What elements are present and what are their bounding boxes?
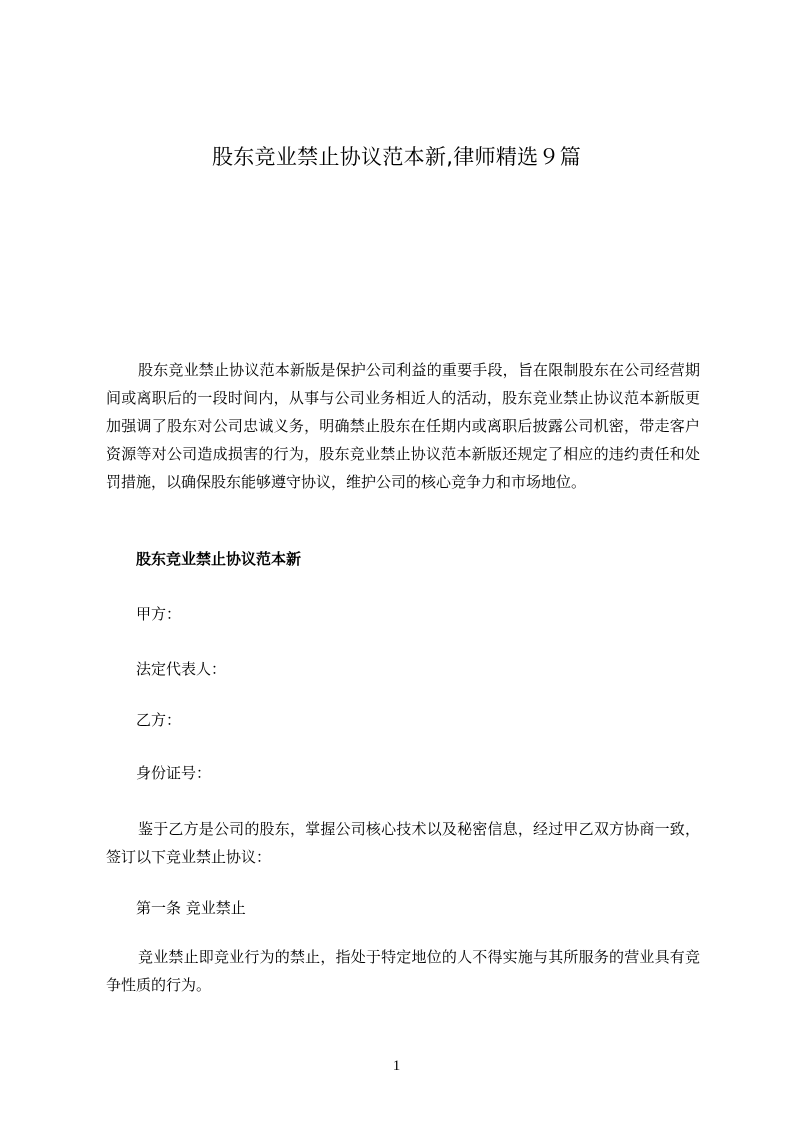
intro-paragraph: 股东竞业禁止协议范本新版是保护公司利益的重要手段，旨在限制股东在公司经营期间或离职后的一段时间内，从事与公司业务相近人的活动，股东竞业禁止协议范本新版更加强调了股东对公司忠诚义务，明确禁止股东在任期内或离职后披露公司机密，带走客户资源等对公司造成损害的行为，股东竞业禁止协议范本新版还规定了相应的违约责任和处罚措施，以确保股东能够遵守协议，维护公司的核心竞争力和市场地位。 [106, 361, 700, 491]
document-title: 股东竞业禁止协议范本新,律师精选９篇 [211, 145, 582, 169]
legal-representative-label: 法定代表人： [136, 660, 227, 678]
page-number: 1 [392, 1058, 401, 1074]
article-1-heading: 第一条 竞业禁止 [136, 899, 246, 917]
id-number-label: 身份证号： [136, 764, 212, 782]
party-b-label: 乙方： [136, 711, 182, 729]
article-1-paragraph: 竞业禁止即竞业行为的禁止，指处于特定地位的人不得实施与其所服务的营业具有竞争性质的行为。 [106, 948, 700, 994]
recital-paragraph: 鉴于乙方是公司的股东，掌握公司核心技术以及秘密信息，经过甲乙双方协商一致，签订以下竞业禁止协议： [106, 820, 700, 866]
party-a-label: 甲方： [136, 605, 182, 623]
section-heading: 股东竞业禁止协议范本新 [136, 550, 302, 568]
